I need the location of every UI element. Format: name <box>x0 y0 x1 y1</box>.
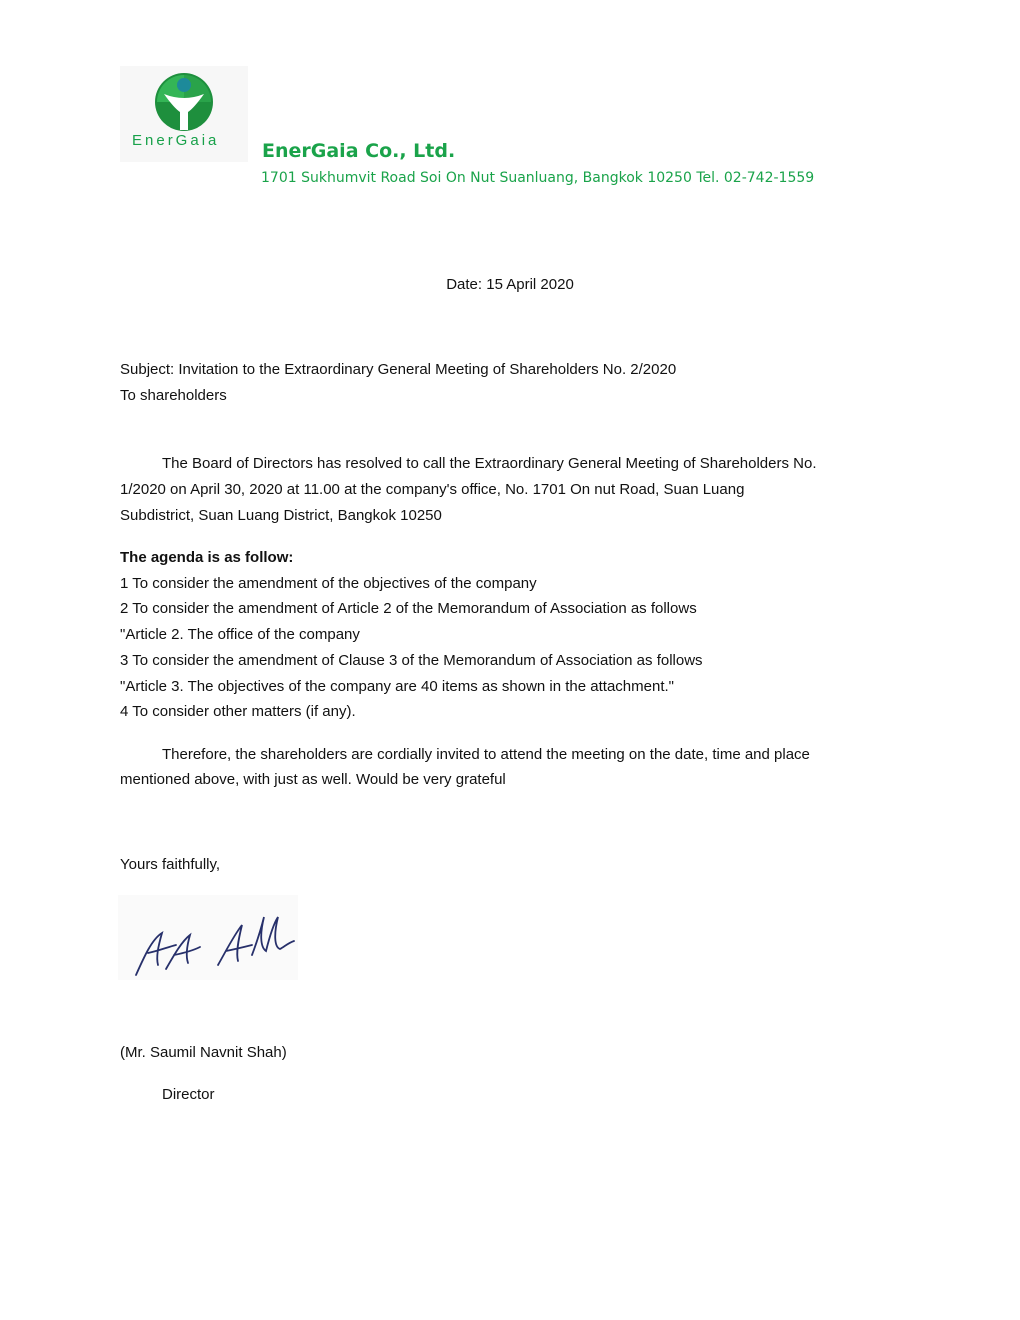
logo-wordmark: EnerGaia <box>132 132 220 149</box>
agenda-item: 1 To consider the amendment of the objectives of the company <box>120 575 537 592</box>
company-logo <box>120 66 248 162</box>
recipient-line: To shareholders <box>120 387 227 404</box>
agenda-item: "Article 3. The objectives of the company are 40 items as shown in the attachment." <box>120 678 674 695</box>
handwritten-signature <box>118 895 298 980</box>
company-name: EnerGaia Co., Ltd. <box>262 140 456 162</box>
agenda-item: 3 To consider the amendment of Clause 3 of the Memorandum of Association as follows <box>120 652 703 669</box>
signature-icon <box>118 895 298 980</box>
subject-line: Subject: Invitation to the Extraordinary General Meeting of Shareholders No. 2/2020 <box>120 361 677 378</box>
signatory-name: (Mr. Saumil Navnit Shah) <box>120 1044 287 1061</box>
agenda-item: "Article 2. The office of the company <box>120 626 360 643</box>
agenda-item: 4 To consider other matters (if any). <box>120 703 356 720</box>
energaia-emblem-icon <box>154 72 214 134</box>
body-line-3: Subdistrict, Suan Luang District, Bangkok 10250 <box>120 507 442 524</box>
agenda-heading: The agenda is as follow: <box>120 549 294 566</box>
closing-line-2: mentioned above, with just as well. Would be very grateful <box>120 771 506 788</box>
closing-line-1: Therefore, the shareholders are cordially invited to attend the meeting on the date, time and place <box>162 746 810 763</box>
body-line-2: 1/2020 on April 30, 2020 at 11.00 at the company's office, No. 1701 On nut Road, Suan Luang <box>120 481 745 498</box>
agenda-item: 2 To consider the amendment of Article 2 of the Memorandum of Association as follows <box>120 600 697 617</box>
salutation: Yours faithfully, <box>120 856 221 873</box>
signatory-title: Director <box>162 1086 215 1103</box>
letter-date: Date: 15 April 2020 <box>446 276 574 293</box>
company-address: 1701 Sukhumvit Road Soi On Nut Suanluang, Bangkok 10250 Tel. 02-742-1559 <box>261 170 815 186</box>
body-line-1: The Board of Directors has resolved to call the Extraordinary General Meeting of Shareholders No. <box>162 455 817 472</box>
